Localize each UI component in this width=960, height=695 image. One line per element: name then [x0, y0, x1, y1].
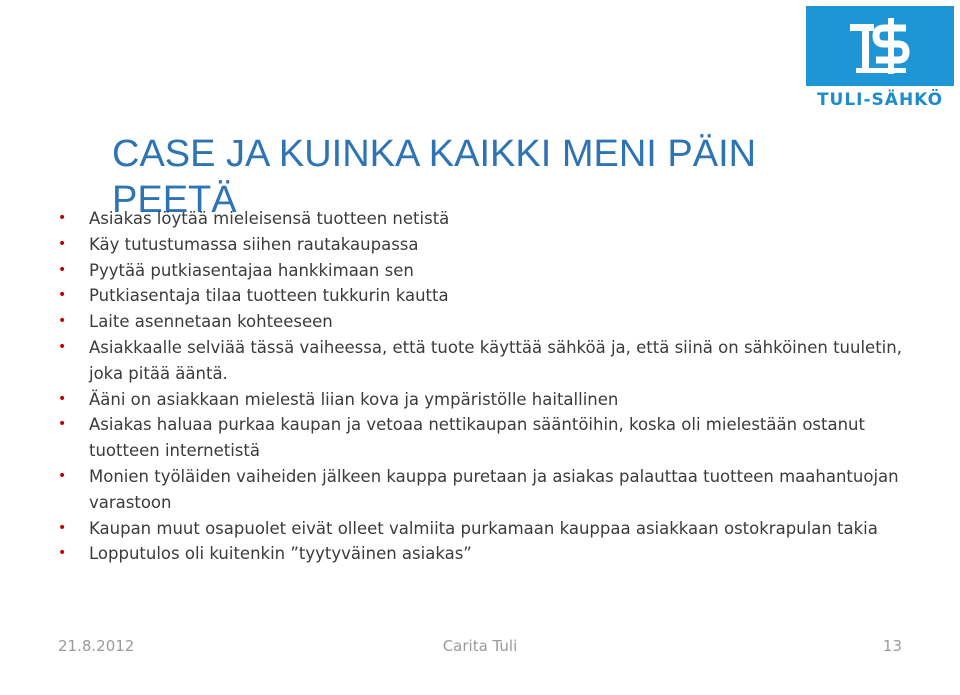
list-item: [58, 335, 918, 387]
page-number: 13: [882, 637, 902, 655]
list-item: [58, 387, 918, 413]
list-item-text: Ääni on asiakkaan mielestä liian kova ja ympäristölle haitallinen: [89, 389, 619, 409]
list-item-text: Monien työläiden vaiheiden jälkeen kauppa puretaan ja asiakas palauttaa tuotteen maahantuojan varastoon: [89, 466, 899, 512]
list-item: [58, 283, 918, 309]
bullet-marker: •: [58, 338, 67, 355]
bullet-marker: •: [58, 416, 67, 433]
footer-date: 21.8.2012: [58, 637, 135, 655]
bullet-marker: •: [58, 313, 67, 330]
company-logo: [806, 6, 954, 112]
bullet-marker: •: [58, 261, 67, 278]
bullet-marker: •: [58, 235, 67, 252]
list-item: [58, 516, 918, 542]
bullet-marker: •: [58, 467, 67, 484]
list-item-text: Asiakas löytää mieleisensä tuotteen netistä: [89, 209, 450, 228]
list-item-text: Käy tutustumassa siihen rautakaupassa: [89, 234, 419, 254]
list-item: [58, 464, 918, 516]
list-item-text: Laite asennetaan kohteeseen: [89, 312, 333, 332]
list-item-text: Asiakas haluaa purkaa kaupan ja vetoaa nettikaupan sääntöihin, koska oli mielestään ostanut tuotteen internetistä: [89, 415, 865, 461]
list-item: [58, 232, 918, 258]
bullet-marker: •: [58, 210, 67, 226]
list-item-text: Asiakkaalle selviää tässä vaiheessa, että tuote käyttää sähköä ja, että siinä on sähköinen tuuletin, joka pitää ääntä.: [89, 337, 902, 383]
list-item-text: Pyytää putkiasentajaa hankkimaan sen: [89, 260, 414, 280]
list-item: [58, 412, 918, 464]
page-title: CASE JA KUINKA KAIKKI MENI PÄIN PEETÄ: [112, 133, 757, 221]
bullet-marker: •: [58, 519, 67, 536]
bullet-marker: •: [58, 545, 67, 562]
list-item: [58, 206, 918, 232]
bullet-marker: •: [58, 390, 67, 407]
list-item-text: Kaupan muut osapuolet eivät olleet valmiita purkamaan kauppaa asiakkaan ostokrapulan takia: [89, 518, 878, 538]
bullet-list: [58, 206, 918, 567]
list-item-text: Lopputulos oli kuitenkin ”tyytyväinen asiakas”: [89, 544, 472, 564]
list-item: [58, 309, 918, 335]
list-item: [58, 541, 918, 567]
bullet-marker: •: [58, 287, 67, 304]
ts-monogram-logo-icon: [806, 6, 954, 86]
footer-author: Carita Tuli: [442, 637, 518, 655]
list-item-text: Putkiasentaja tilaa tuotteen tukkurin kautta: [89, 286, 449, 306]
list-item: [58, 258, 918, 284]
logo-wordmark: TULI-SÄHKÖ: [816, 90, 944, 110]
